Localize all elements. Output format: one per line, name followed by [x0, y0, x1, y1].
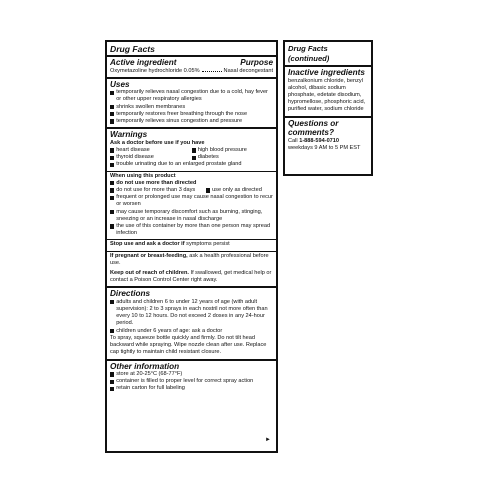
list-item: container is filled to proper level for correct spray action: [110, 378, 273, 385]
list-item: use only as directed: [206, 187, 273, 194]
bullet-square-icon: [110, 119, 114, 123]
active-ingredient-section: [107, 55, 276, 77]
stop-use-heading: Stop use and ask a doctor if: [110, 241, 185, 248]
drug-facts-panel: [105, 40, 278, 453]
drug-facts-continued-header: Drug Facts (continued): [288, 44, 330, 63]
bullet-square-icon: [110, 188, 114, 192]
list-item: the use of this container by more than one person may spread infection: [110, 223, 273, 237]
directions-title: Directions: [110, 289, 151, 299]
pregnancy-heading: If pregnant or breast-feeding,: [110, 252, 188, 259]
list-item: frequent or prolonged use may cause nasal congestion to recur or worsen: [110, 194, 273, 208]
pregnancy-text: ask a health professional before use.: [110, 252, 269, 266]
bullet-square-icon: [110, 224, 114, 228]
bullet-square-icon: [110, 300, 114, 304]
bullet-square-icon: [110, 163, 114, 167]
when-using-heading: When using this product: [110, 172, 176, 179]
bullet-square-icon: [110, 156, 114, 160]
inactive-ingredients-title: Inactive ingredients: [288, 68, 365, 77]
inactive-ingredients-text: benzalkonium chloride, benzyl alcohol, dibasic sodium phosphate, edetate disodium, hypromellose, phosphoric acid, purified water, sodium chloride: [288, 77, 366, 113]
dot-leader: [202, 71, 222, 72]
uses-title: Uses: [110, 79, 130, 89]
bullet-square-icon: [110, 181, 114, 185]
ask-doctor-heading: Ask a doctor before use if you have: [110, 139, 205, 146]
active-ingredient: Oxymetazoline hydrochloride 0.05%: [110, 67, 200, 74]
list-item: children under 6 years of age: ask a doctor: [110, 328, 273, 335]
directions-section: [107, 286, 276, 358]
other-information-title: Other information: [110, 361, 180, 371]
bullet-square-icon: [110, 372, 114, 376]
bullet-square-icon: [110, 380, 114, 384]
bullet-square-icon: [110, 105, 114, 109]
list-item: adults and children 6 to under 12 years of age (with adult supervision): 2 to 3 sprays in each nostril not more often than every 10 to 12 hours. Do not exceed 2 doses in any 24-hour period.: [110, 299, 273, 328]
bullet-square-icon: [110, 329, 114, 333]
active-ingredient-title: Active ingredient: [110, 58, 177, 67]
bullet-square-icon: [110, 210, 114, 214]
bullet-square-icon: [110, 196, 114, 200]
other-information-section: [107, 359, 276, 395]
list-item: temporarily restores freer breathing through the nose: [110, 111, 273, 118]
list-item: do not use more than directed: [110, 180, 273, 187]
bullet-square-icon: [192, 148, 196, 152]
drug-facts-header: Drug Facts: [110, 44, 155, 54]
phone-number: 1-888-594-0710: [299, 137, 340, 144]
bullet-square-icon: [110, 91, 114, 95]
pregnancy-section: [107, 251, 276, 287]
list-item: heart disease: [110, 147, 192, 154]
call-hours: weekdays 9 AM to 5 PM EST: [288, 144, 361, 151]
inactive-ingredients-section: [285, 65, 371, 116]
bullet-square-icon: [110, 112, 114, 116]
spray-instructions: To spray, squeeze bottle quickly and firmly. Do not tilt head backward while spraying. Wipe nozzle clean after use. Replace cap tightly to maintain child resistant closure.: [110, 334, 267, 356]
list-item: retain carton for full labeling: [110, 385, 273, 392]
list-item: trouble urinating due to an enlarged prostate gland: [110, 161, 273, 168]
keep-out-heading: Keep out of reach of children.: [110, 269, 189, 276]
list-item: shrinks swollen membranes: [110, 104, 273, 111]
warnings-section: [107, 127, 276, 170]
bullet-square-icon: [206, 188, 210, 192]
list-item: store at 20-25°C (68-77°F): [110, 371, 273, 378]
purpose-title: Purpose: [240, 58, 273, 67]
keep-out-text: If swallowed, get medical help or contact a Poison Control Center right away.: [110, 269, 272, 284]
stop-use-section: [107, 239, 276, 250]
continue-arrow-icon: ►: [265, 436, 271, 443]
bullet-square-icon: [192, 156, 196, 160]
warnings-title: Warnings: [110, 130, 148, 140]
bullet-square-icon: [110, 387, 114, 391]
list-item: thyroid disease: [110, 154, 192, 161]
bullet-square-icon: [110, 148, 114, 152]
questions-title: Questions or comments?: [288, 118, 339, 138]
questions-section: [285, 116, 371, 154]
list-item: diabetes: [192, 154, 274, 161]
drug-facts-continued-panel: [283, 40, 373, 176]
uses-section: [107, 77, 276, 128]
list-item: temporarily relieves nasal congestion due to a cold, hay fever or other upper respiratory allergies: [110, 89, 273, 103]
stop-use-text: symptoms persist: [186, 241, 230, 248]
list-item: high blood pressure: [192, 147, 274, 154]
when-using-section: [107, 171, 276, 240]
list-item: do not use for more than 3 days: [110, 187, 206, 194]
list-item: may cause temporary discomfort such as burning, stinging, sneezing or an increase in nasal discharge: [110, 209, 273, 223]
call-label: Call: [288, 137, 298, 144]
purpose-value: Nasal decongestant: [223, 67, 273, 74]
list-item: temporarily relieves sinus congestion and pressure: [110, 118, 273, 125]
